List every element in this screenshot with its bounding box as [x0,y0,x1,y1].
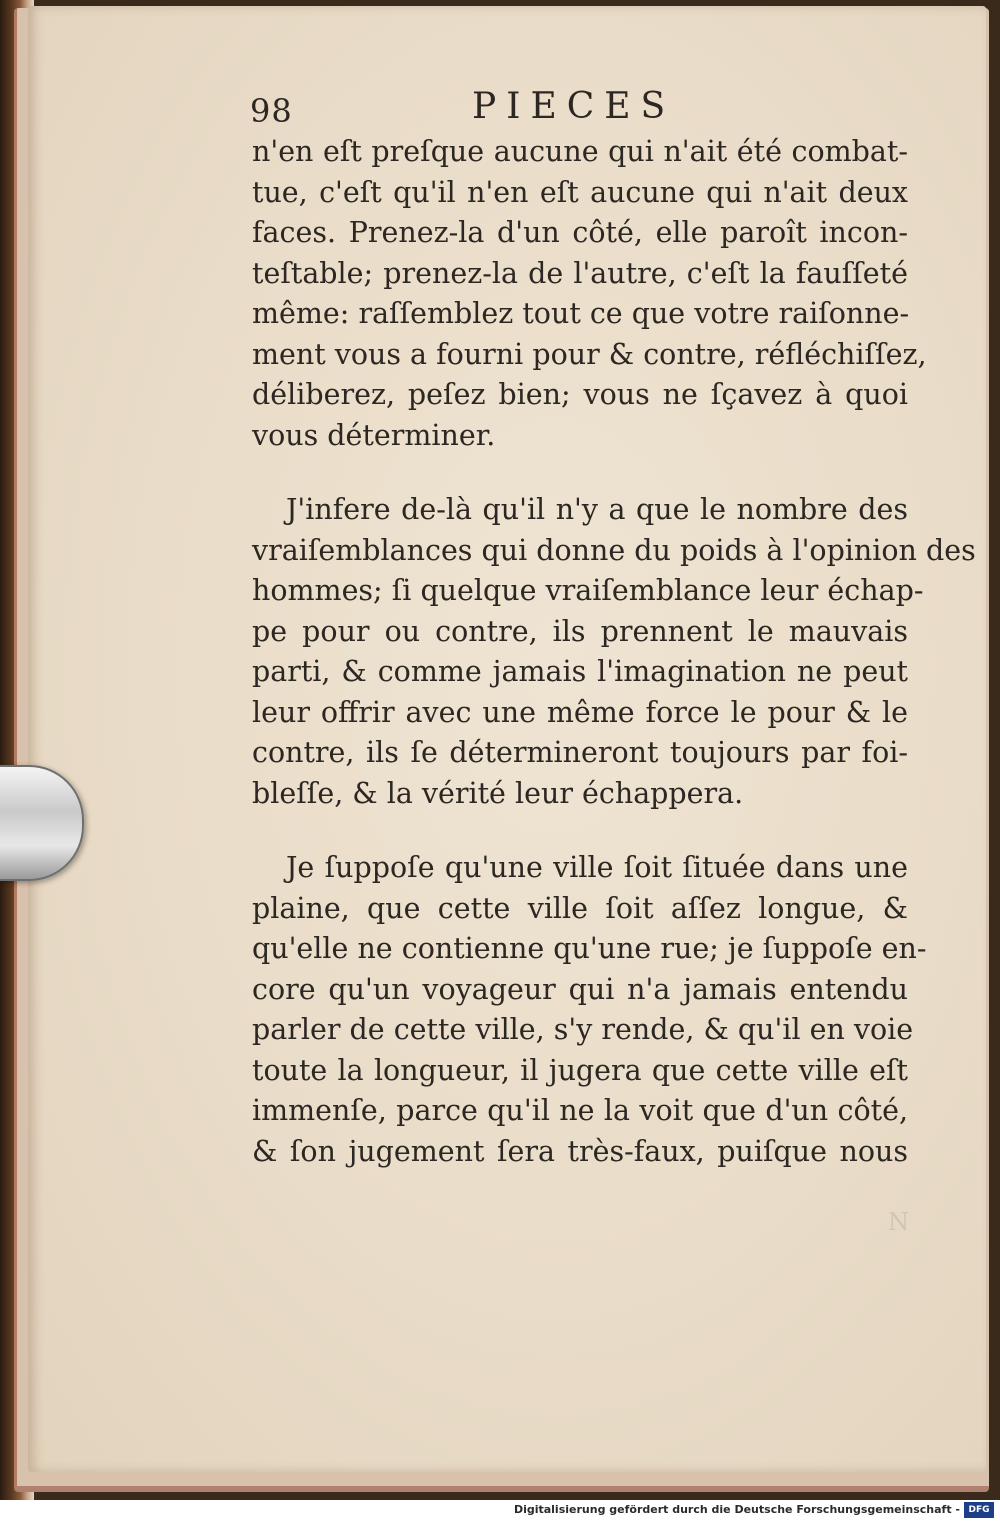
text-line: tue, c'eſt qu'il n'en eſt aucune qui n'ait deux [252,175,908,209]
paragraph-gap [252,814,908,848]
text-line: ment vous a fourni pour & contre, réfléchiſſez, [252,337,927,371]
text-line: & ſon jugement ſera très-faux, puiſque nous [252,1134,908,1168]
paragraph-1 [252,132,927,456]
text-line: J'infere de-là qu'il n'y a que le nombre des [286,493,908,526]
text-line: teſtable; prenez-la de l'autre, c'eſt la fauſſeté [252,256,908,290]
footer-bar [0,1500,1000,1522]
page-header [250,86,910,136]
running-head: PIECES [472,86,676,127]
text-line: parler de cette ville, s'y rende, & qu'il en voie [252,1013,914,1046]
digitization-credit: Digitalisierung gefördert durch die Deutsche Forschungsgemeinschaft - [513,1503,960,1516]
text-line: leur offrir avec une même force le pour & le [252,695,908,729]
paragraph-2 [252,490,976,814]
dfg-logo-icon: DFG [964,1502,994,1518]
text-line: hommes; ſi quelque vraiſemblance leur échap- [252,574,924,607]
page-number: 98 [250,92,293,130]
text-line: pe pour ou contre, ils prennent le mauvais [252,614,908,648]
text-line: n'en eſt preſque aucune qui n'ait été combat- [252,135,908,168]
text-line: plaine, que cette ville ſoit aſſez longue, & [252,891,908,925]
text-line: faces. Prenez-la d'un côté, elle paroît incon- [252,216,908,249]
body-text [252,132,976,1172]
paragraph-3 [252,848,927,1172]
text-line: contre, ils ſe détermineront toujours par foi- [252,736,908,769]
text-line: bleſſe, & la vérité leur échappera. [252,776,744,810]
text-line: même: raſſemblez tout ce que votre raiſonne- [252,297,910,330]
text-line: toute la longueur, il jugera que cette ville eſt [252,1053,908,1087]
text-line: parti, & comme jamais l'imagination ne peut [252,655,908,688]
text-line: Je ſuppoſe qu'une ville ſoit ſituée dans une [286,851,908,884]
text-line: immenſe, parce qu'il ne la voit que d'un côté, [252,1094,908,1127]
text-line: déliberez, peſez bien; vous ne ſçavez à quoi [252,378,908,411]
text-line: core qu'un voyageur qui n'a jamais entendu [252,972,908,1006]
text-line: qu'elle ne contienne qu'une rue; je ſuppoſe en- [252,932,927,965]
text-line: vraiſemblances qui donne du poids à l'opinion des [252,533,976,567]
paragraph-gap [252,456,908,490]
catchword: N [888,1208,909,1236]
text-line: vous déterminer. [252,418,496,452]
